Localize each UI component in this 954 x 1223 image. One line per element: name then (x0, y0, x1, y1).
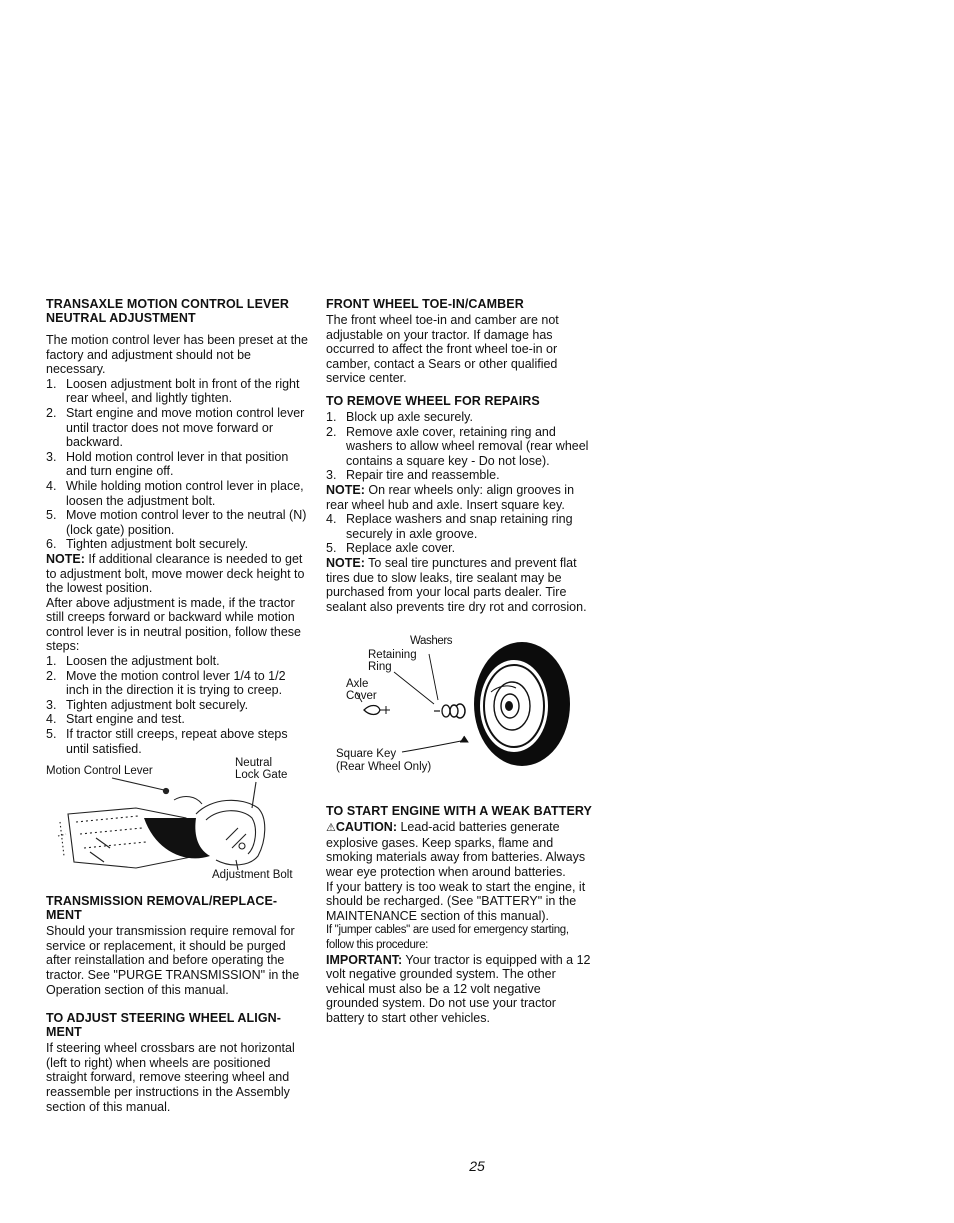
list-item: 1. Loosen adjustment bolt in front of the right rear wheel, and lightly tighten. (46, 376, 300, 406)
label-neutral: Neutral (235, 757, 273, 770)
label-cover: Cover (346, 690, 377, 703)
remove-wheel-note-1: NOTE: On rear wheels only: align grooves in rear wheel hub and axle. Insert square key. (326, 482, 575, 512)
list-item: 5. Move motion control lever to the neutral (N) (lock gate) position. (46, 508, 307, 537)
page-number: 25 (469, 1158, 485, 1174)
list-item: 4. While holding motion control lever in place, loosen the adjustment bolt. (46, 478, 304, 508)
transaxle-drawing (46, 756, 308, 886)
wheel-drawing (326, 634, 592, 804)
jumper-cables-text: If "jumper cables" are used for emergency starting, follow this procedure: (326, 924, 569, 952)
transaxle-intro: The motion control lever has been preset at the factory and adjustment should not be necessary. (46, 333, 308, 377)
label-rear-wheel-only: (Rear Wheel Only) (336, 761, 432, 774)
list-item: 5. If tractor still creeps, repeat above steps until satisfied. (46, 727, 288, 756)
transaxle-steps-list-2 (46, 654, 308, 756)
steering-text: If steering wheel crossbars are not horizontal (left to right) when wheels are positioned straight forward, remove steering wheel and reassemble per instructions in the Assembly section of this manual. (46, 1041, 295, 1114)
list-item: 2. Start engine and move motion control lever until tractor does not move forward or backward. (46, 405, 305, 450)
list-item: 4. Replace washers and snap retaining ring securely in axle groove. (326, 512, 573, 541)
remove-wheel-note-2: NOTE: To seal tire punctures and prevent flat tires due to slow leaks, tire sealant may be purchased from your local parts dealer. Tire sealant also prevents tire dry rot and corrosion. (326, 555, 587, 614)
list-item: 1. Loosen the adjustment bolt. (46, 654, 220, 669)
list-item: 5. Replace axle cover. (326, 541, 456, 556)
transaxle-steps-list (46, 377, 308, 552)
section-title-front-wheel: FRONT WHEEL TOE-IN/CAMBER (326, 297, 524, 311)
list-item: 6. Tighten adjustment bolt securely. (46, 537, 249, 552)
list-item: 3. Hold motion control lever in that position and turn engine off. (46, 449, 289, 479)
list-item: 3. Tighten adjustment bolt securely. (46, 697, 249, 712)
section-title-transaxle: TRANSAXLE MOTION CONTROL LEVER NEUTRAL ADJUSTMENT (46, 297, 290, 325)
label-axle: Axle (346, 678, 369, 691)
battery-important: IMPORTANT: Your tractor is equipped with a 12 volt negative grounded system. The other vehical must also be a 12 volt negative grounded system. Do not use your tractor battery to start other vehicles. (326, 952, 591, 1025)
caution-icon: ⚠ (326, 822, 336, 835)
section-title-weak-battery: TO START ENGINE WITH A WEAK BATTERY (326, 804, 592, 819)
remove-wheel-steps (326, 410, 592, 483)
remove-wheel-steps-2 (326, 512, 592, 556)
battery-caution: ⚠CAUTION: Lead-acid batteries generate explosive gases. Keep sparks, flame and smoking materials away from batteries. Always wear eye protection when around batteries. (326, 820, 586, 880)
list-item: 3. Repair tire and reassemble. (326, 468, 500, 483)
label-lock-gate: Lock Gate (235, 769, 288, 782)
label-motion-control-lever: Motion Control Lever (46, 765, 153, 778)
transaxle-note: NOTE: If additional clearance is needed to get to adjustment bolt, move mower deck height to the lowest position. (46, 551, 305, 596)
list-item: 4. Start engine and test. (46, 712, 185, 727)
transmission-text: Should your transmission require removal for service or replacement, it should be purged after reinstallation and before operating the tractor. See "PURGE TRANSMISSION" in the Operation section of this manual. (46, 924, 300, 997)
list-item: 1. Block up axle securely. (326, 409, 473, 424)
section-title-steering: TO ADJUST STEERING WHEEL ALIGN-MENT (46, 1011, 282, 1040)
list-item: 2. Remove axle cover, retaining ring and washers to allow wheel removal (rear wheel contains a square key - Do not lose). (326, 424, 589, 468)
motion-control-lever-figure (46, 756, 308, 886)
label-square-key: Square Key (336, 748, 397, 761)
section-title-remove-wheel: TO REMOVE WHEEL FOR REPAIRS (326, 393, 540, 408)
label-retaining: Retaining (368, 649, 417, 662)
left-column (46, 297, 308, 1114)
right-column (326, 297, 592, 1026)
wheel-removal-figure (326, 634, 592, 804)
transaxle-after-text: After above adjustment is made, if the tractor still creeps forward or backward while motion control lever is in neutral position, follow these steps: (46, 595, 301, 654)
section-title-transmission: TRANSMISSION REMOVAL/REPLACE-MENT (46, 894, 278, 923)
battery-recharge-text: If your battery is too weak to start the engine, it should be recharged. (See "BATTERY" in the MAINTENANCE section of this manual). (326, 879, 586, 923)
front-wheel-text: The front wheel toe-in and camber are not adjustable on your tractor. If damage has occurred to affect the front wheel toe-in or camber, contact a Sears or other qualified service center. (326, 313, 559, 386)
list-item: 2. Move the motion control lever 1/4 to 1/2 inch in the direction it is trying to creep. (46, 668, 286, 698)
label-ring: Ring (368, 661, 392, 674)
label-adjustment-bolt: Adjustment Bolt (212, 869, 293, 882)
label-washers: Washers (410, 635, 453, 648)
